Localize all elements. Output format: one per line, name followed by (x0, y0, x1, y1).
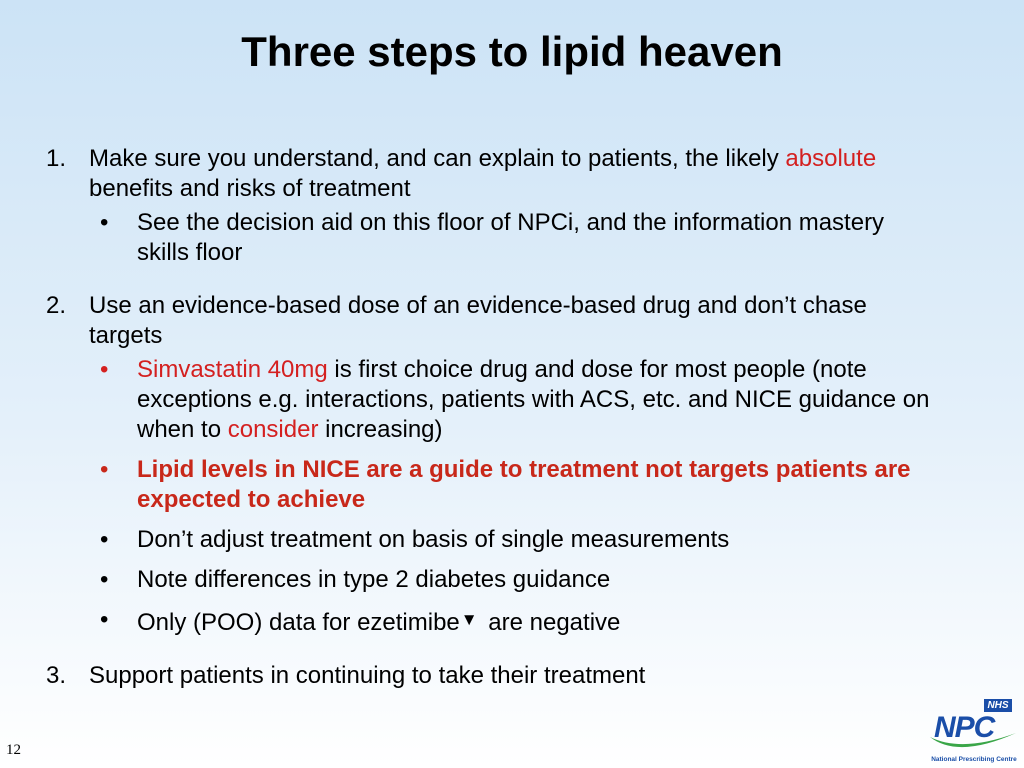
step-number: 1. (46, 145, 67, 172)
bullet-text (137, 356, 929, 443)
bullet-dot: • (100, 606, 109, 633)
drug-name-emphasis: Simvastatin 40mg (137, 356, 328, 383)
bullet-item (89, 525, 940, 555)
nhs-badge: NHS (984, 699, 1012, 712)
green-swoosh-icon (928, 727, 1020, 757)
bullet-item (89, 565, 940, 595)
bullet-text: Don’t adjust treatment on basis of single measurements (137, 526, 730, 553)
step-3 (40, 661, 940, 691)
bullet-dot: • (100, 456, 109, 483)
bullet-text-part: are negative (481, 609, 621, 636)
step-number: 2. (46, 292, 67, 319)
emphasis-consider: consider (227, 416, 319, 443)
page-number: 12 (6, 742, 21, 758)
bullet-list (89, 355, 940, 638)
logo-subtitle: National Prescribing Centre (931, 756, 1017, 763)
slide-title: Three steps to lipid heaven (241, 28, 783, 75)
bullet-dot: • (100, 566, 109, 593)
bullet-text: Note differences in type 2 diabetes guidance (137, 566, 611, 593)
bullet-list (89, 208, 940, 268)
bullet-text (137, 609, 620, 636)
slide-content (40, 144, 940, 691)
step-1 (40, 144, 940, 268)
bullet-item (89, 208, 940, 268)
bullet-dot: • (100, 209, 109, 236)
black-triangle-icon: ▼ (460, 610, 478, 629)
bullet-dot: • (100, 356, 109, 383)
step-number: 3. (46, 662, 67, 689)
emphasis-absolute: absolute (785, 145, 877, 172)
bullet-text: Lipid levels in NICE are a guide to treatment not targets patients are expected to achieve (137, 456, 911, 513)
bullet-item (89, 455, 940, 515)
step-text (89, 144, 940, 204)
bullet-text-part: is first choice drug and dose for most people (note exceptions e.g. interactions, patients with ACS, etc. and NICE guidance on when to (137, 356, 930, 443)
step-text-part: Make sure you understand, and can explain to patients, the likely (89, 145, 786, 172)
bullet-dot: • (100, 526, 109, 553)
step-text: Support patients in continuing to take their treatment (89, 662, 646, 689)
step-text: Use an evidence-based dose of an evidence-based drug and don’t chase targets (89, 292, 867, 349)
npc-logo (928, 697, 1020, 767)
bullet-text: See the decision aid on this floor of NPCi, and the information mastery skills floor (137, 209, 885, 266)
bullet-item (89, 605, 940, 638)
bullet-item (89, 355, 940, 445)
bullet-text-part: Only (POO) data for ezetimibe (137, 609, 460, 636)
step-text-part: benefits and risks of treatment (89, 175, 411, 202)
npc-logo-text: NPC (934, 711, 995, 744)
step-2 (40, 291, 940, 638)
bullet-text-part: increasing) (318, 416, 443, 443)
